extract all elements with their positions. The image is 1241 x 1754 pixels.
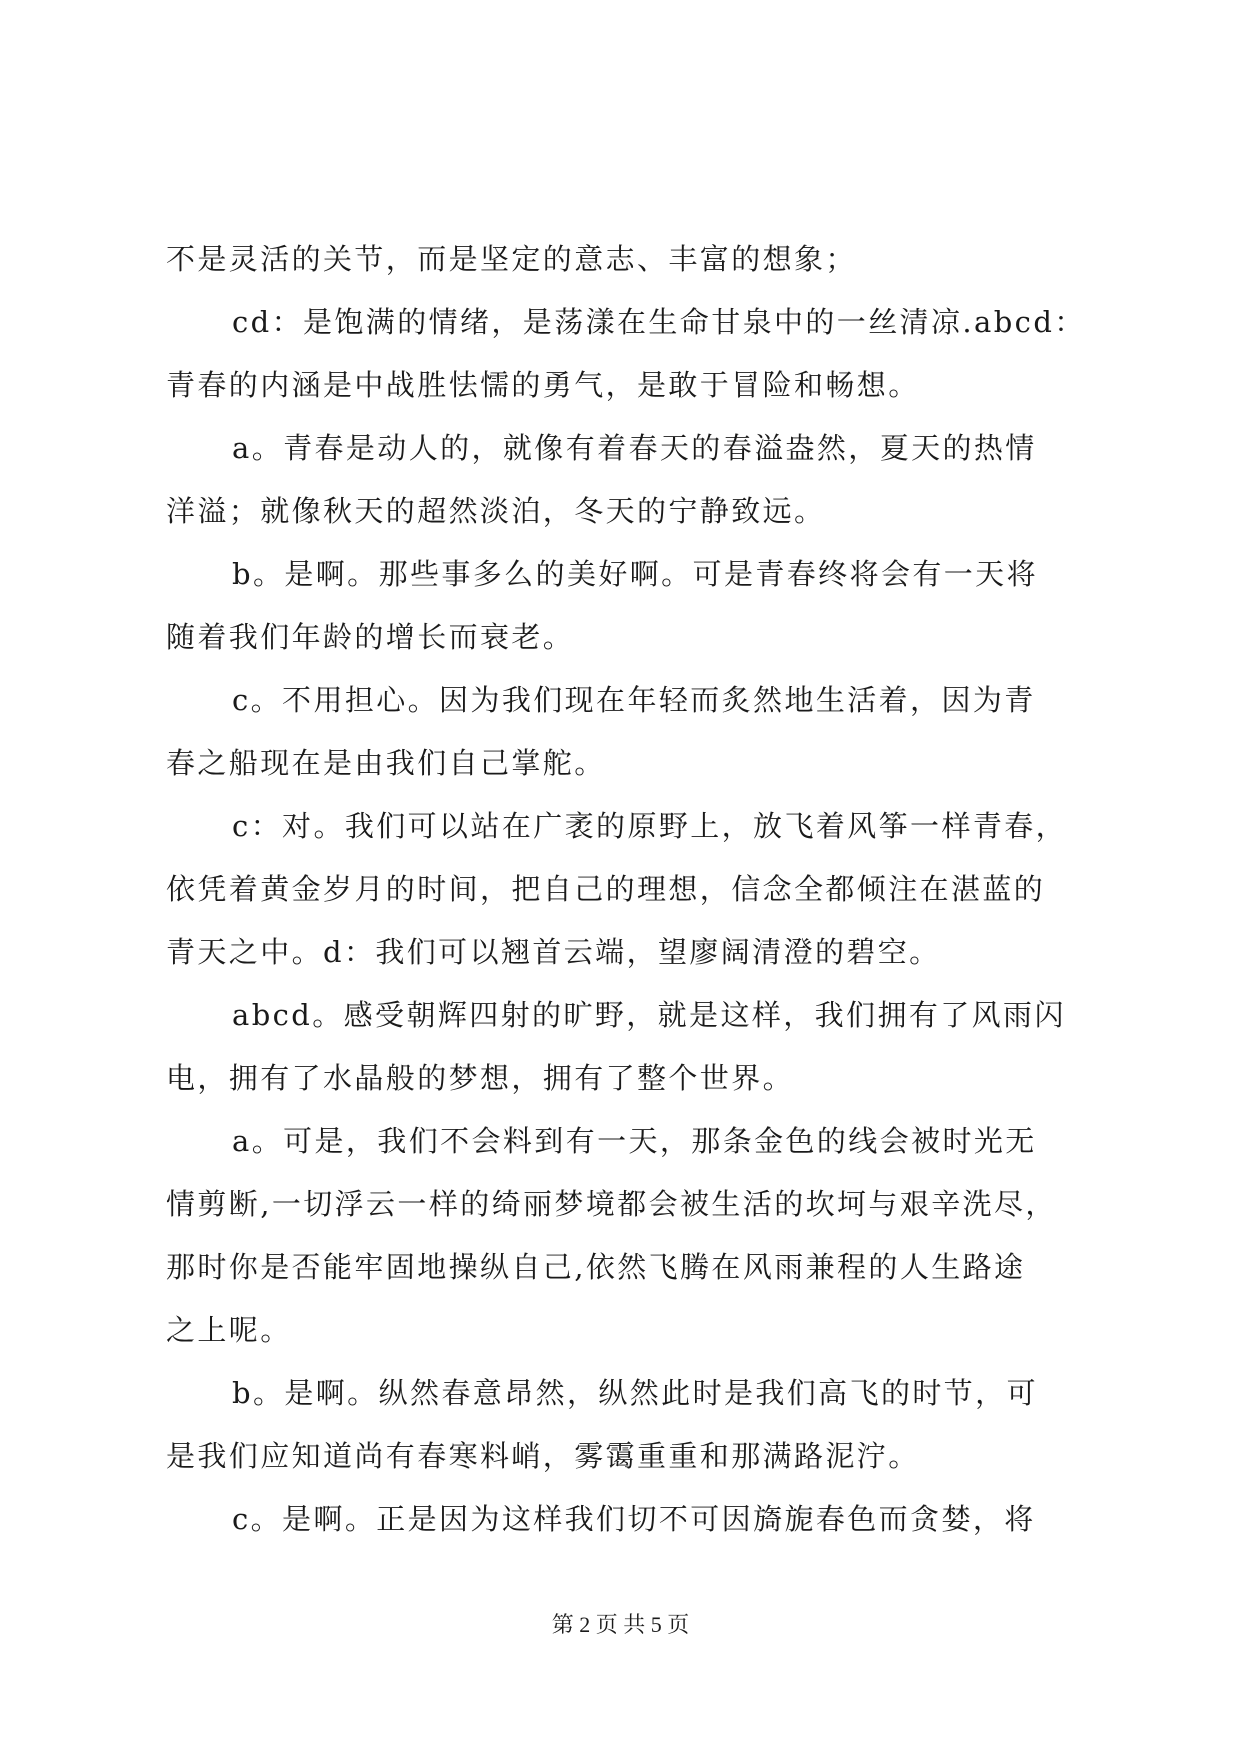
paragraph-first-line: c。是啊。正是因为这样我们切不可因旖旎春色而贪婪，将 (232, 1502, 1036, 1536)
paragraph-line: 洋溢；就像秋天的超然淡泊，冬天的宁静致远。 (166, 494, 826, 528)
paragraph-line: 是我们应知道尚有春寒料峭，雾霭重重和那满路泥泞。 (166, 1439, 920, 1473)
paragraph-line: 依凭着黄金岁月的时间，把自己的理想，信念全都倾注在湛蓝的 (166, 872, 1046, 906)
document-body (166, 228, 1086, 1551)
page-footer: 第 2 页 共 5 页 (551, 1612, 690, 1637)
paragraph-first-line: c。不用担心。因为我们现在年轻而炙然地生活着，因为青 (232, 683, 1036, 717)
paragraph-first-line: b。是啊。纵然春意昂然，纵然此时是我们高飞的时节，可 (232, 1376, 1038, 1410)
paragraph-first-line: a。可是，我们不会料到有一天，那条金色的线会被时光无 (232, 1124, 1037, 1158)
paragraph-first-line: b。是啊。那些事多么的美好啊。可是青春终将会有一天将 (232, 557, 1038, 591)
paragraph-line: 青天之中。d：我们可以翘首云端，望廖阔清澄的碧空。 (166, 935, 941, 969)
paragraph-first-line: abcd。感受朝辉四射的旷野，就是这样，我们拥有了风雨闪 (232, 998, 1066, 1032)
paragraph-line: 春之船现在是由我们自己掌舵。 (166, 746, 606, 780)
paragraph-line: 青春的内涵是中战胜怯懦的勇气，是敢于冒险和畅想。 (166, 368, 920, 402)
paragraph-line: 电，拥有了水晶般的梦想，拥有了整个世界。 (166, 1061, 795, 1095)
paragraph-line: 之上呢。 (166, 1313, 292, 1347)
paragraph-line: 那时你是否能牢固地操纵自己,依然飞腾在风雨兼程的人生路途 (166, 1250, 1026, 1284)
paragraph-first-line: c：对。我们可以站在广袤的原野上，放飞着风筝一样青春， (232, 809, 1068, 843)
paragraph-line: 情剪断,一切浮云一样的绮丽梦境都会被生活的坎坷与艰辛洗尽， (166, 1187, 1057, 1221)
paragraph-first-line: a。青春是动人的，就像有着春天的春溢盎然，夏天的热情 (232, 431, 1037, 465)
paragraph-line: 随着我们年龄的增长而衰老。 (166, 620, 575, 654)
paragraph-first-line: cd：是饱满的情绪，是荡漾在生命甘泉中的一丝清凉.abcd： (232, 305, 1086, 339)
paragraph-line: 不是灵活的关节，而是坚定的意志、丰富的想象； (166, 242, 857, 276)
